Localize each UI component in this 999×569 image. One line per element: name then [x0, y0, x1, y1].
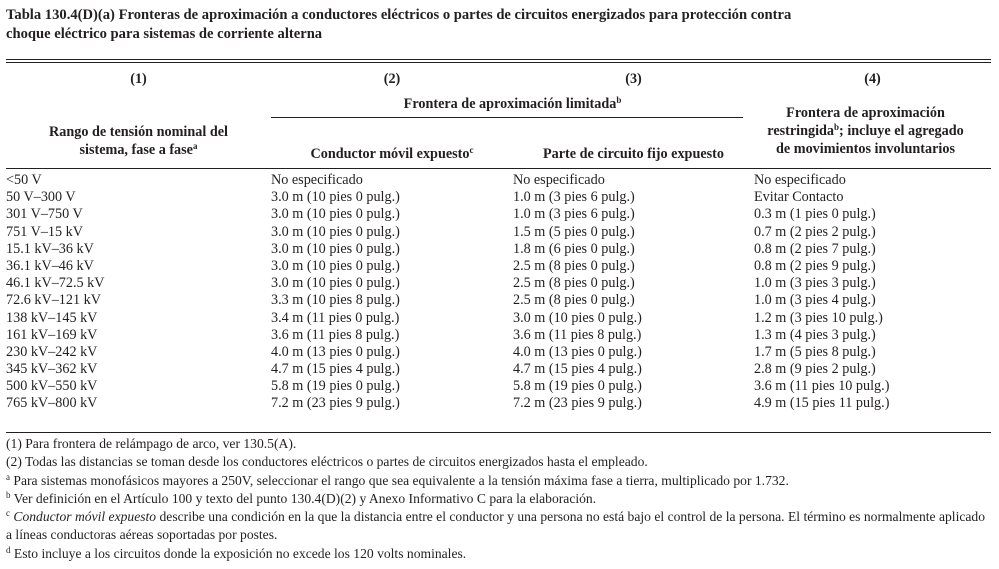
- restricted-distance: 1.2 m (3 pies 10 pulg.): [754, 309, 883, 326]
- restricted-distance: 2.8 m (9 pies 2 pulg.): [754, 361, 876, 378]
- table-notes: [6, 435, 991, 563]
- top-double-rule-lower: [6, 62, 991, 63]
- fixed-part-distance: 1.8 m (6 pies 0 pulg.): [513, 240, 635, 257]
- footnote-a-ref: a: [192, 141, 198, 151]
- table-row: [0, 395, 999, 412]
- restricted-distance: 1.0 m (3 pies 4 pulg.): [754, 292, 876, 309]
- fixed-part-distance: 1.0 m (3 pies 6 pulg.): [513, 189, 635, 206]
- restricted-distance: 3.6 m (11 pies 10 pulg.): [754, 378, 890, 395]
- fixed-part-distance: 5.8 m (19 pies 0 pulg.): [513, 378, 642, 395]
- col4-header-line2a: restringida: [767, 123, 835, 139]
- restricted-distance: 0.8 m (2 pies 7 pulg.): [754, 240, 876, 257]
- restricted-distance: 1.7 m (5 pies 8 pulg.): [754, 343, 876, 360]
- movable-conductor-distance: 3.4 m (11 pies 0 pulg.): [271, 309, 400, 326]
- voltage-range: 500 kV–550 kV: [6, 378, 98, 395]
- fixed-part-distance: 4.7 m (15 pies 4 pulg.): [513, 361, 642, 378]
- table-title: [6, 6, 991, 44]
- footnote-d-text: Esto incluye a los circuitos donde la exposición no excede los 120 volts nominales.: [10, 545, 467, 561]
- footnote-d: [6, 545, 991, 563]
- col4-header-line3: de movimientos involuntarios: [776, 141, 955, 157]
- table-row: [0, 241, 999, 258]
- restricted-distance: 0.7 m (2 pies 2 pulg.): [754, 223, 876, 240]
- movable-conductor-distance: 4.0 m (13 pies 0 pulg.): [271, 343, 400, 360]
- footnote-b-mark: b: [6, 489, 11, 500]
- col1-header-line1: Rango de tensión nominal del: [49, 124, 228, 140]
- restricted-distance: Evitar Contacto: [754, 189, 844, 206]
- footnote-b-ref-2: b: [834, 122, 840, 132]
- col3-header: Parte de circuito fijo expuesto: [543, 146, 724, 162]
- table-row: [0, 275, 999, 292]
- table-row: [0, 258, 999, 275]
- fixed-part-distance: 1.0 m (3 pies 6 pulg.): [513, 206, 635, 223]
- movable-conductor-distance: 3.3 m (10 pies 8 pulg.): [271, 292, 400, 309]
- header-bottom-rule: [6, 168, 991, 169]
- restricted-distance: 0.3 m (1 pies 0 pulg.): [754, 206, 876, 223]
- table-row: [0, 310, 999, 327]
- fixed-part-distance: No especificado: [513, 172, 605, 188]
- restricted-distance: 1.3 m (4 pies 3 pulg.): [754, 326, 876, 343]
- footnote-c-text: describe una condición en la que la distancia entre el conductor y una persona no está bajo el control de la persona. El término es normalmente aplicado a líneas conductoras aéreas soportadas por postes.: [6, 509, 986, 543]
- voltage-range: 46.1 kV–72.5 kV: [6, 275, 105, 292]
- col4-header-line2b: ; incluye el agregado: [839, 123, 964, 139]
- footnote-b-text: Ver definición en el Artículo 100 y texto del punto 130.4(D)(2) y Anexo Informativo C para la elaboración.: [10, 490, 597, 506]
- movable-conductor-distance: 3.0 m (10 pies 0 pulg.): [271, 275, 400, 292]
- movable-conductor-distance: 3.0 m (10 pies 0 pulg.): [271, 223, 400, 240]
- movable-conductor-distance: 3.0 m (10 pies 0 pulg.): [271, 189, 400, 206]
- movable-conductor-distance: 7.2 m (23 pies 9 pulg.): [271, 395, 400, 412]
- table-row: [0, 172, 999, 189]
- table-title-line2: choque eléctrico para sistemas de corriente alterna: [6, 26, 323, 42]
- note-1: (1) Para frontera de relámpago de arco, ver 130.5(A).: [6, 436, 297, 451]
- limited-header-rule: [271, 117, 743, 118]
- voltage-range: 345 kV–362 kV: [6, 361, 98, 378]
- footnote-c-mark: c: [6, 508, 10, 519]
- limited-approach-header: [271, 95, 754, 113]
- footnote-a: [6, 472, 991, 490]
- fixed-part-distance: 7.2 m (23 pies 9 pulg.): [513, 395, 642, 412]
- restricted-distance: 4.9 m (15 pies 11 pulg.): [754, 395, 890, 412]
- fixed-part-distance: 3.6 m (11 pies 8 pulg.): [513, 326, 642, 343]
- table-row: [0, 378, 999, 395]
- top-double-rule-upper: [6, 59, 991, 60]
- voltage-range: 301 V–750 V: [6, 206, 83, 223]
- voltage-range: 50 V–300 V: [6, 189, 76, 206]
- column-number-2: (2): [383, 71, 401, 87]
- col2-header-label: Conductor móvil expuesto: [310, 146, 470, 162]
- movable-conductor-distance: No especificado: [271, 172, 363, 188]
- col2-header: [271, 145, 513, 163]
- col1-header-line2: sistema, fase a fase: [79, 142, 193, 158]
- restricted-distance: 0.8 m (2 pies 9 pulg.): [754, 257, 876, 274]
- column-number-4: (4): [864, 71, 881, 87]
- table-row: [0, 206, 999, 223]
- fixed-part-distance: 4.0 m (13 pies 0 pulg.): [513, 343, 642, 360]
- table-row: [0, 224, 999, 241]
- table-row: [0, 361, 999, 378]
- table-row: [0, 327, 999, 344]
- column-number-3: (3): [625, 71, 642, 87]
- fixed-part-distance: 2.5 m (8 pies 0 pulg.): [513, 292, 635, 309]
- column-number-1: (1): [130, 71, 147, 87]
- voltage-range: 138 kV–145 kV: [6, 309, 98, 326]
- table-bottom-rule: [6, 432, 991, 433]
- voltage-range: 36.1 kV–46 kV: [6, 257, 94, 274]
- footnote-a-text: Para sistemas monofásicos mayores a 250V, seleccionar el rango que sea equivalente a la tensión máxima fase a tierra, multiplicado por 1.732.: [10, 472, 789, 488]
- movable-conductor-distance: 3.0 m (10 pies 0 pulg.): [271, 257, 400, 274]
- voltage-range: 765 kV–800 kV: [6, 395, 98, 412]
- col4-header: [740, 104, 991, 158]
- footnote-d-mark: d: [6, 544, 11, 555]
- col1-header: [6, 123, 271, 159]
- fixed-part-distance: 3.0 m (10 pies 0 pulg.): [513, 309, 642, 326]
- restricted-distance: No especificado: [754, 172, 846, 188]
- voltage-range: 161 kV–169 kV: [6, 326, 98, 343]
- footnote-c: [6, 508, 991, 545]
- fixed-part-distance: 1.5 m (5 pies 0 pulg.): [513, 223, 635, 240]
- voltage-range: 230 kV–242 kV: [6, 343, 98, 360]
- voltage-range: 72.6 kV–121 kV: [6, 292, 101, 309]
- col1-header-line2-wrap: [6, 141, 271, 159]
- footnote-b: [6, 490, 991, 508]
- table-row: [0, 292, 999, 309]
- footnote-c-ref: c: [469, 145, 474, 155]
- voltage-range: 15.1 kV–36 kV: [6, 240, 94, 257]
- movable-conductor-distance: 5.8 m (19 pies 0 pulg.): [271, 378, 400, 395]
- footnote-b-ref: b: [616, 95, 622, 105]
- table-row: [0, 344, 999, 361]
- limited-approach-label: Frontera de aproximación limitada: [403, 96, 617, 112]
- voltage-range: 751 V–15 kV: [6, 223, 83, 240]
- movable-conductor-distance: 3.0 m (10 pies 0 pulg.): [271, 206, 400, 223]
- fixed-part-distance: 2.5 m (8 pies 0 pulg.): [513, 257, 635, 274]
- footnote-c-italic: Conductor móvil expuesto: [10, 509, 157, 525]
- col4-header-line1: Frontera de aproximación: [786, 105, 945, 121]
- col4-header-line2: [740, 122, 991, 140]
- movable-conductor-distance: 4.7 m (15 pies 4 pulg.): [271, 361, 400, 378]
- fixed-part-distance: 2.5 m (8 pies 0 pulg.): [513, 275, 635, 292]
- table-body: [0, 172, 999, 413]
- table-title-line1: Tabla 130.4(D)(a) Fronteras de aproximación a conductores eléctricos o partes de circuitos energizados para protección contra: [6, 7, 792, 23]
- movable-conductor-distance: 3.6 m (11 pies 8 pulg.): [271, 326, 400, 343]
- restricted-distance: 1.0 m (3 pies 3 pulg.): [754, 275, 876, 292]
- table-row: [0, 189, 999, 206]
- note-2: (2) Todas las distancias se toman desde los conductores eléctricos o partes de circuitos energizados hasta el empleado.: [6, 454, 648, 470]
- footnote-a-mark: a: [6, 471, 10, 482]
- movable-conductor-distance: 3.0 m (10 pies 0 pulg.): [271, 240, 400, 257]
- voltage-range: <50 V: [6, 172, 42, 188]
